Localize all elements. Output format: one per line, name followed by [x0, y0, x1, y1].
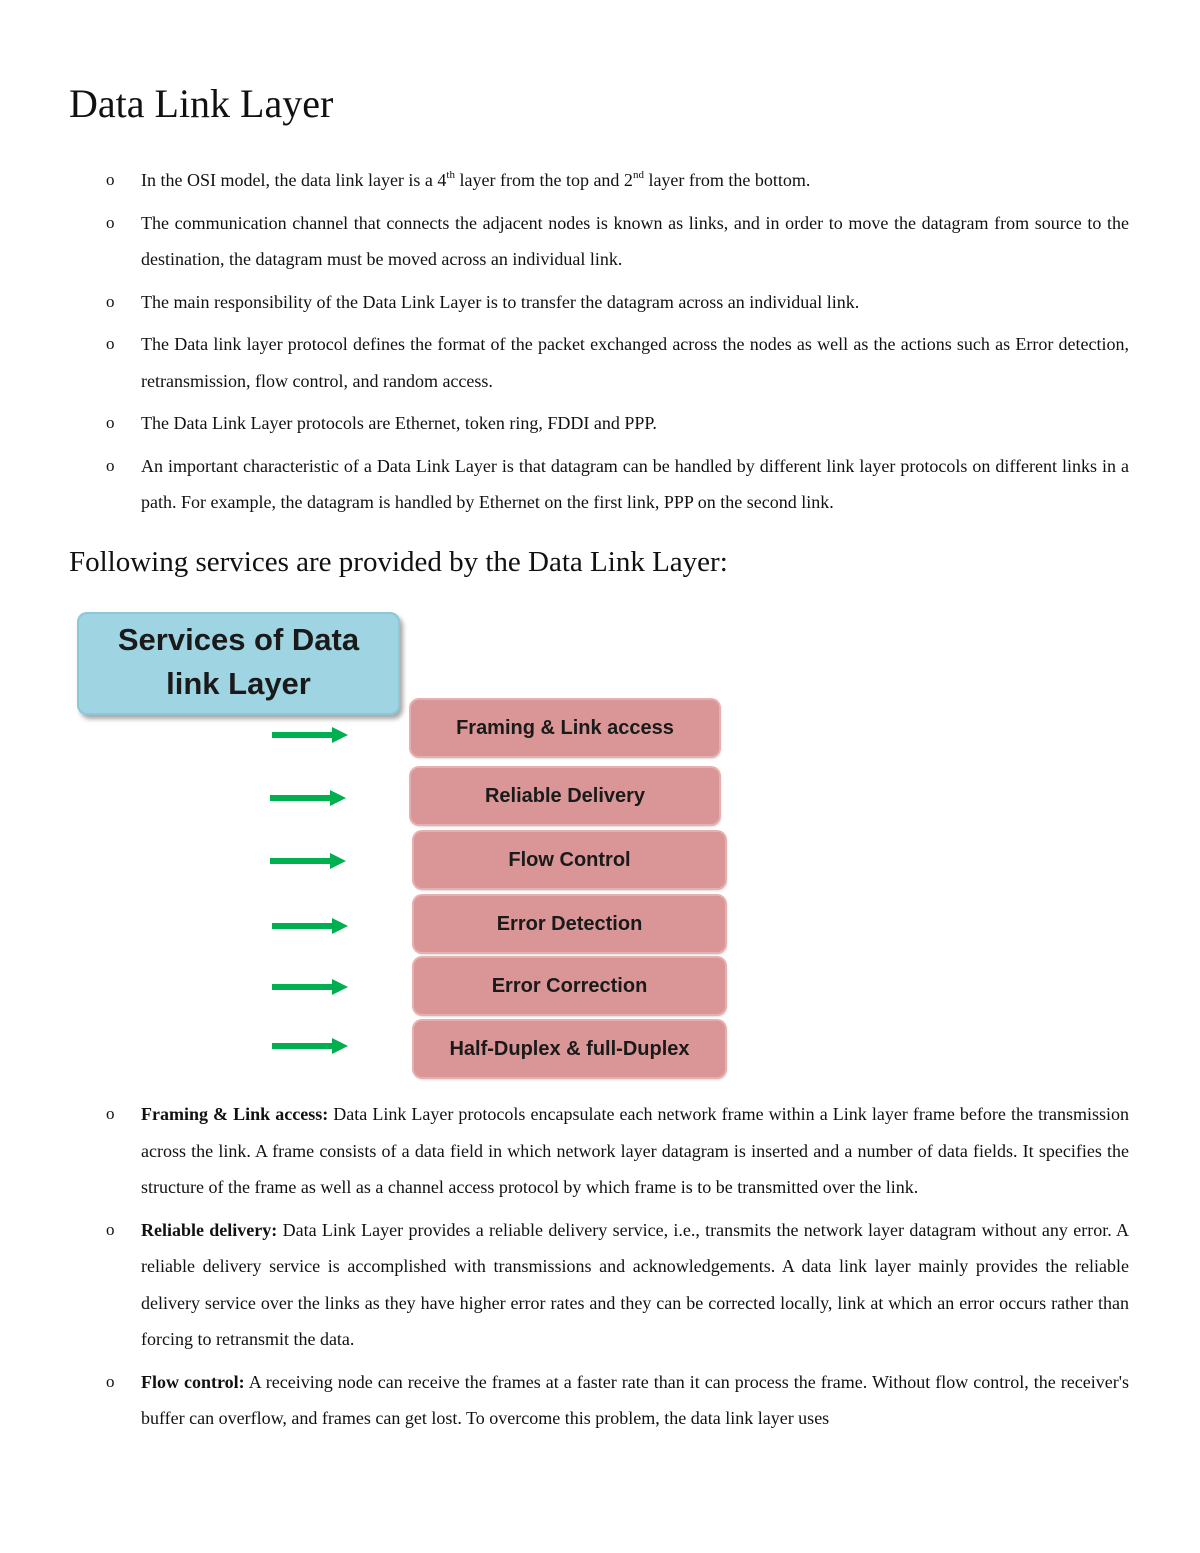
- list-item: o Framing & Link access: Data Link Layer protocols encapsulate each network frame within a Link layer frame before the transmission across the link. A frame consists of a data field in which network layer datagram is inserted and a number of data fields. It specifies the structure of the frame as well as a channel access protocol by which frame is to be transmitted over the link.: [0, 1096, 1200, 1206]
- list-item: o The main responsibility of the Data Link Layer is to transfer the datagram across an individual link.: [0, 284, 1200, 321]
- bullet-marker: o: [106, 212, 115, 232]
- service-box: Flow Control: [414, 832, 725, 888]
- diagram-header-box: [77, 612, 400, 715]
- right-arrow-icon: [270, 789, 346, 807]
- service-box: Error Detection: [414, 896, 725, 952]
- term-label: Flow control:: [141, 1371, 245, 1392]
- list-item: o In the OSI model, the data link layer is a 4th layer from the top and 2nd layer from the bottom.: [0, 162, 1200, 199]
- right-arrow-icon: [272, 1037, 348, 1055]
- list-item: o The communication channel that connects the adjacent nodes is known as links, and in order to move the datagram from source to the destination, the datagram must be moved across an individual link.: [0, 205, 1200, 278]
- list-item: o The Data link layer protocol defines the format of the packet exchanged across the nodes as well as the actions such as Error detection, retransmission, flow control, and random access.: [0, 326, 1200, 399]
- bullet-marker: o: [106, 1371, 115, 1391]
- term-label: Framing & Link access:: [141, 1104, 329, 1124]
- bullet-marker: o: [106, 1104, 115, 1123]
- bullet-marker: o: [106, 413, 115, 432]
- list-item: o The Data Link Layer protocols are Ethernet, token ring, FDDI and PPP.: [0, 405, 1200, 442]
- list-item: o Flow control: A receiving node can receive the frames at a faster rate than it can process the frame. Without flow control, the receiver's buffer can overflow, and frames can get lost. To overcome this problem, the data link layer uses: [0, 1364, 1200, 1437]
- right-arrow-icon: [272, 726, 348, 744]
- service-box: Reliable Delivery: [411, 768, 719, 824]
- bullet-marker: o: [106, 170, 115, 189]
- right-arrow-icon: [272, 978, 348, 996]
- list-item: o An important characteristic of a Data Link Layer is that datagram can be handled by different link layer protocols on different links in a path. For example, the datagram is handled by Ethernet on the first link, PPP on the second link.: [0, 448, 1200, 521]
- bullet-marker: o: [106, 455, 115, 475]
- bullet-marker: o: [106, 291, 115, 311]
- diagram-header-line: link Layer: [166, 666, 311, 701]
- service-box: Error Correction: [414, 958, 725, 1014]
- term-label: Reliable delivery:: [141, 1219, 278, 1240]
- bullet-marker: o: [106, 334, 115, 353]
- list-item: o Reliable delivery: Data Link Layer provides a reliable delivery service, i.e., transmits the network layer datagram without any error. A reliable delivery service is accomplished with transmissions and acknowledgements. A data link layer mainly provides the reliable delivery service over the links as they have higher error rates and they can be corrected locally, link at which an error occurs rather than forcing to retransmit the data.: [0, 1212, 1200, 1358]
- page-title: Data Link Layer: [69, 81, 334, 126]
- right-arrow-icon: [272, 917, 348, 935]
- intro-list: [0, 162, 1200, 527]
- service-box: Half-Duplex & full-Duplex: [414, 1021, 725, 1077]
- right-arrow-icon: [270, 852, 346, 870]
- service-details-list: [0, 1096, 1200, 1443]
- services-heading: Following services are provided by the Data Link Layer:: [69, 546, 728, 578]
- bullet-marker: o: [106, 1219, 115, 1239]
- service-box: Framing & Link access: [411, 700, 719, 756]
- diagram-header-line: Services of Data: [117, 622, 360, 657]
- services-diagram: [0, 600, 760, 1090]
